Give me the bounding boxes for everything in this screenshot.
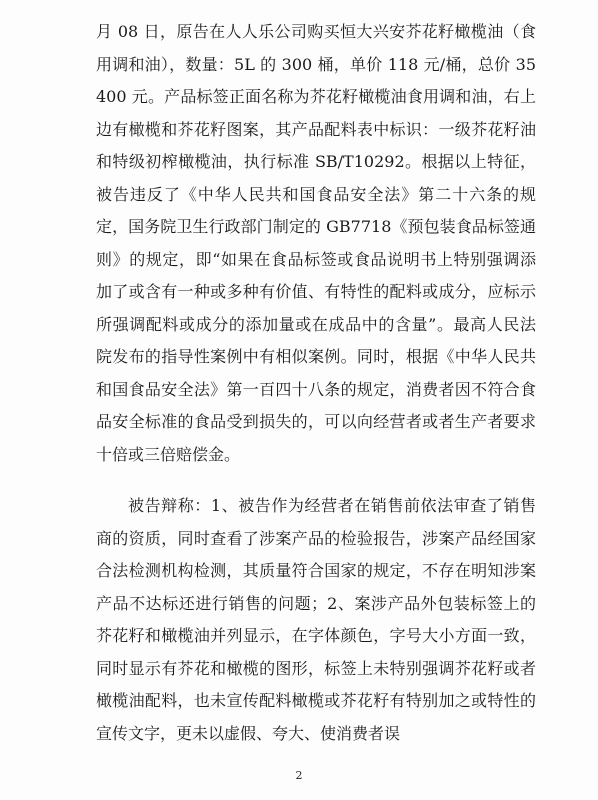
paragraph-plaintiff-claim: 月 08 日，原告在人人乐公司购买恒大兴安芥花籽橄榄油（食用调和油），数量：5L 的 300 桶，单价 118 元/桶，总价 35400 元。产品标签正面名称为芥花籽橄榄油食用调和油，右上边有橄榄和芥花籽图案，其产品配料表中标识：一级芥花籽油和特级初榨橄榄油，执行标准 SB/T10292。根据以上特征，被告违反了《中华人民共和国食品安全法》第二十六条的规定，国务院卫生行政部门制定的 GB7718《预包装食品标签通则》的规定，即“如果在食品标签或食品说明书上特别强调添加了或含有一种或多种有价值、有特性的配料或成分，应标示所强调配料或成分的添加量或在成品中的含量”。最高人民法院发布的指导性案例中有相似案例。同时，根据《中华人民共和国食品安全法》第一百四十八条的规定，消费者因不符合食品安全标准的食品受到损失的，可以向经营者或者生产者要求十倍或三倍赔偿金。: [96, 22, 536, 464]
page-number: 2: [295, 769, 303, 782]
paragraph-defendant-defense: 被告辩称：1、被告作为经营者在销售前依法审查了销售商的资质，同时查看了涉案产品的检验报告，涉案产品经国家合法检测机构检测，其质量符合国家的规定，不存在明知涉案产品不达标还进行销售的问题；2、案涉产品外包装标签上的芥花籽和橄榄油并列显示，在字体颜色，字号大小方面一致，同时显示有芥花和橄榄的图形，标签上未特别强调芥花籽或者橄榄油配料，也未宣传配料橄榄或芥花籽有特别加之或特性的宣传文字，更未以虚假、夸大、使消费者误: [96, 496, 536, 743]
document-body: [96, 16, 536, 750]
